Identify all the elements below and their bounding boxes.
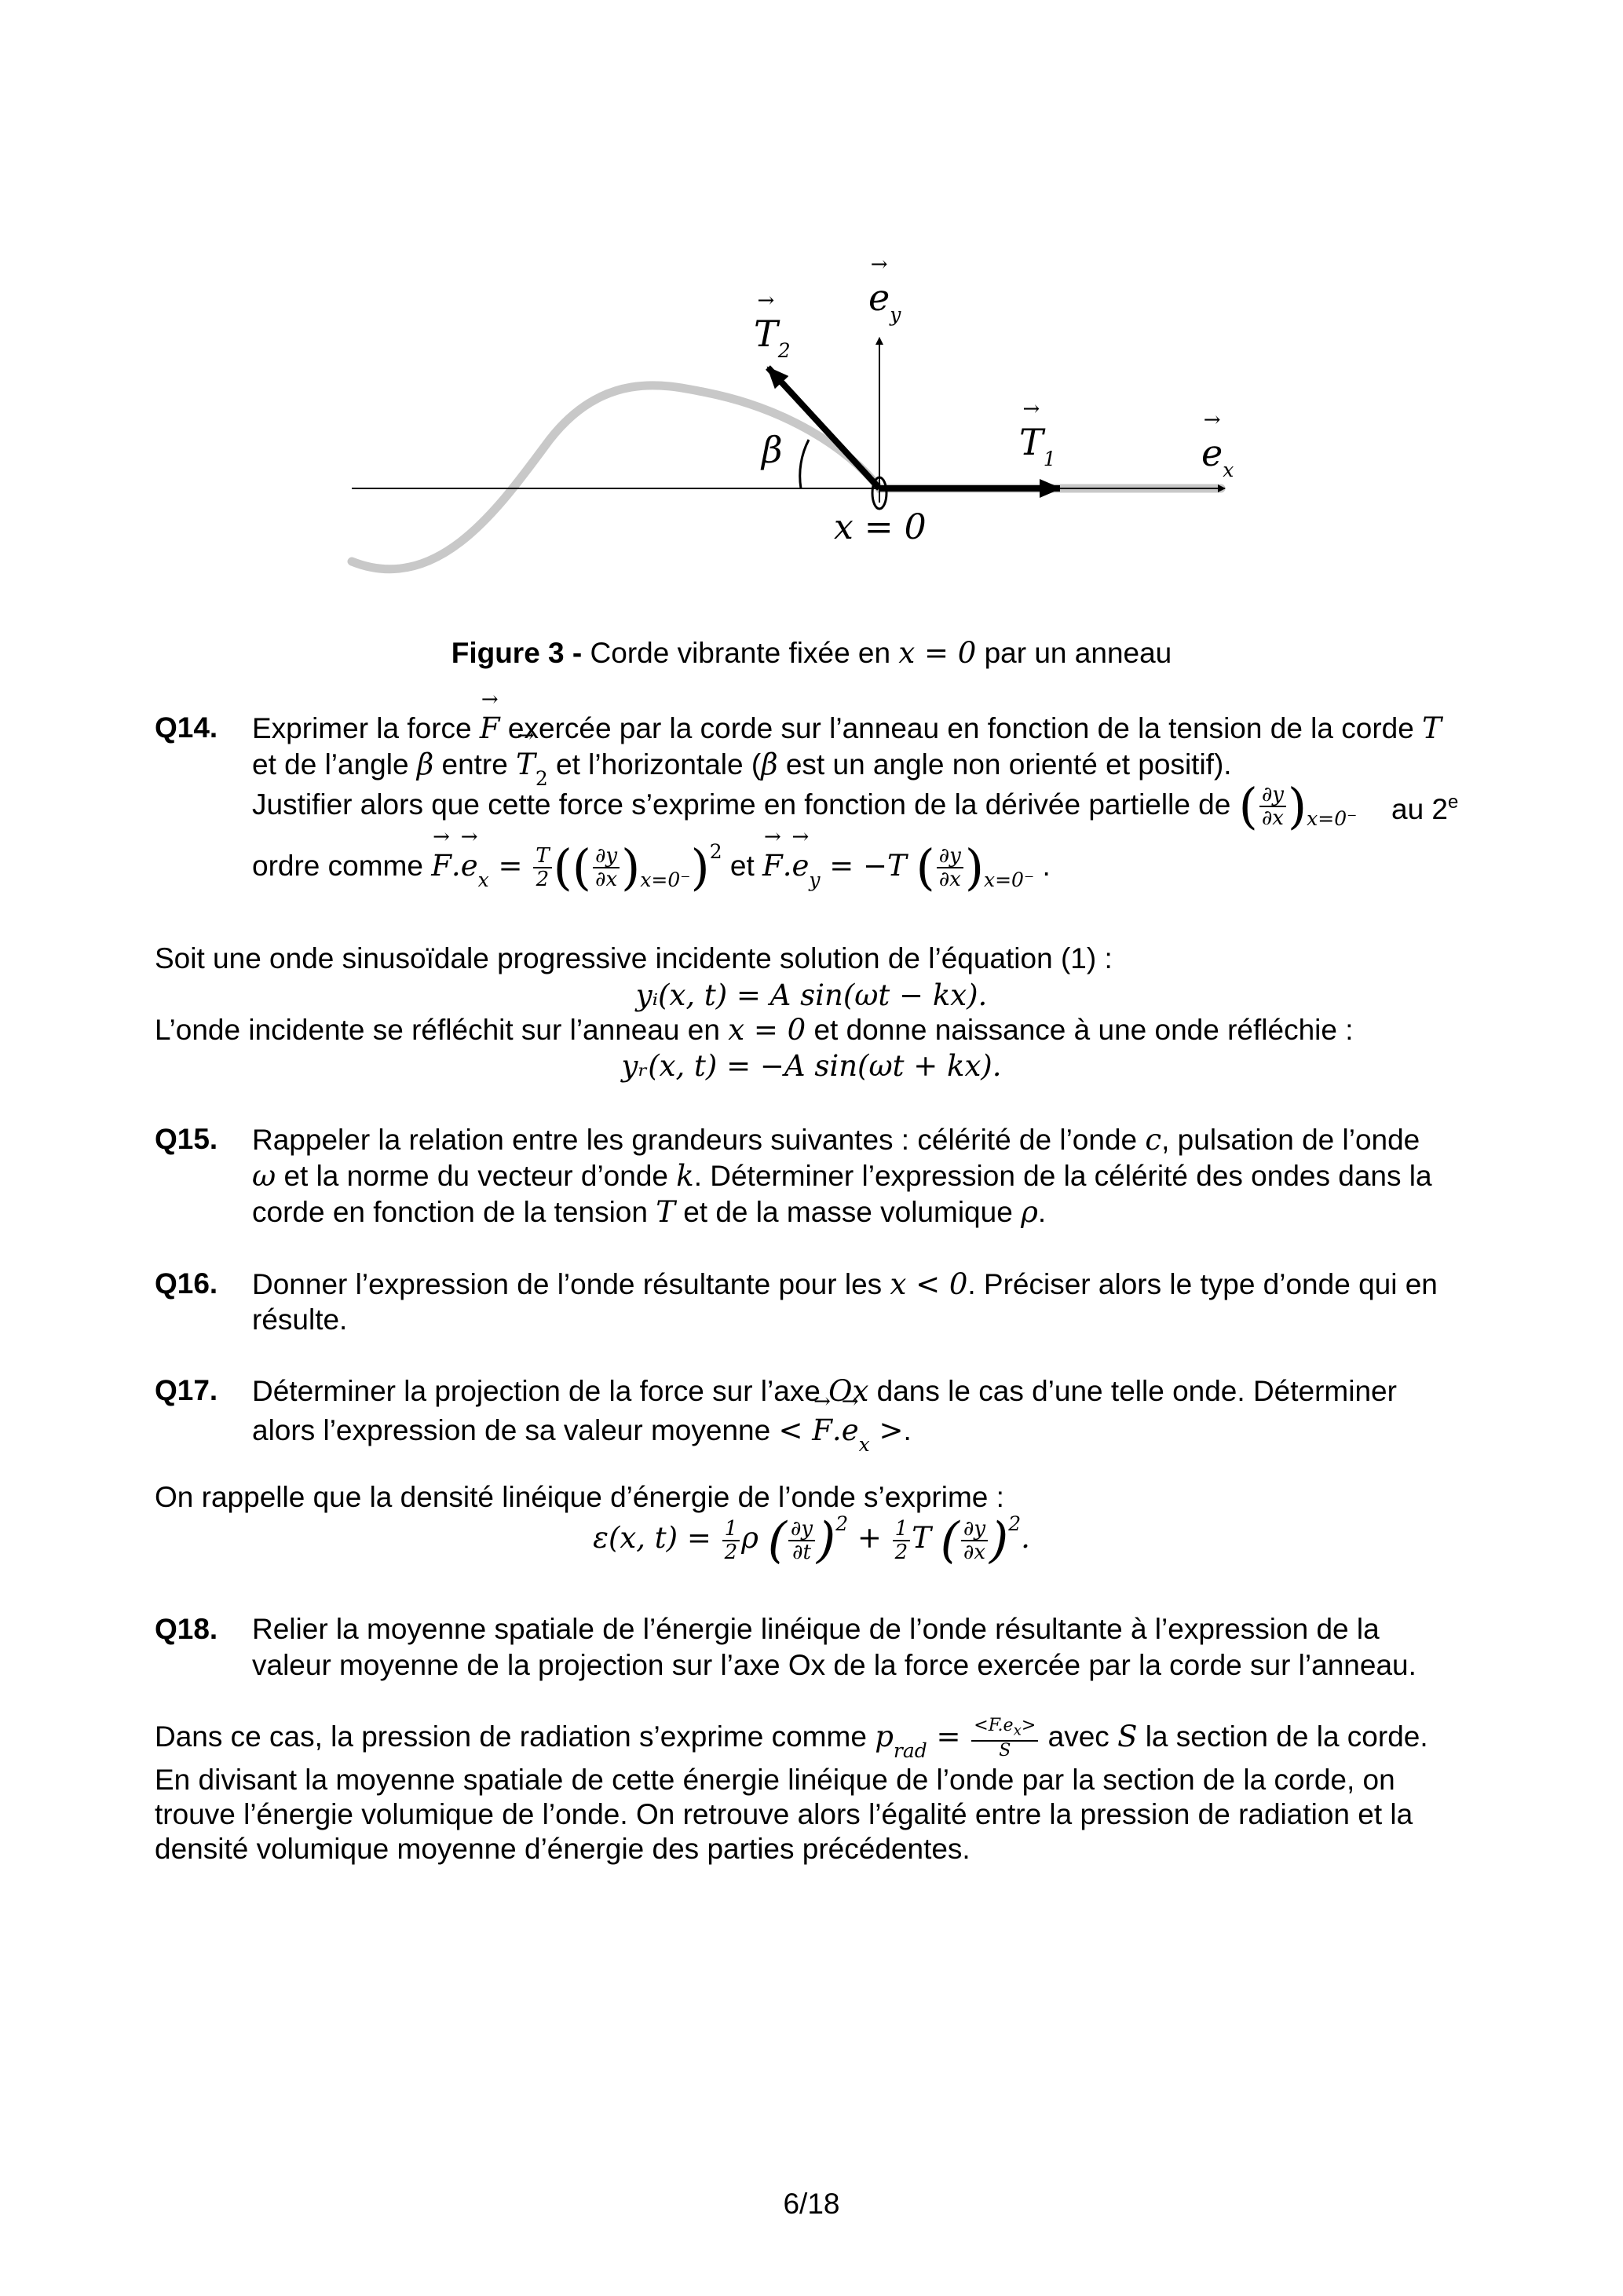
label-beta: β <box>762 429 783 471</box>
conclusion-line3: trouve l’énergie volumique de l’onde. On retrouve alors l’égalité entre la pression de radiation et la <box>155 1798 1413 1830</box>
q16-label: Q16. <box>155 1267 218 1300</box>
q14-line4: ordre comme → $F.\to e_x$ = $\frac{T}{2}$ (( $\frac{\partial y}{\partial x}$ )$_{x=0^-})^2$ et → $F.\to e_y = -T$ ( $\frac{\partial y}{\partial x}$ )$_{x=0^-}$ . <box>252 840 1051 892</box>
label-ex: → $e_x$ <box>1201 432 1234 481</box>
page-number: 6/18 <box>783 2188 840 2220</box>
q14-line3-end: au 2e <box>1391 792 1459 825</box>
q15-label: Q15. <box>155 1123 218 1155</box>
q15-line1: Rappeler la relation entre les grandeurs suivantes : célérité de l’onde c, pulsation de l’onde <box>252 1123 1420 1157</box>
q15-line3: corde en fonction de la tension T et de la masse volumique ρ. <box>252 1195 1047 1229</box>
beta-arc <box>800 440 809 488</box>
label-ey: → $e_y$ <box>868 276 901 326</box>
equation-incident: yᵢ(x, t) = A sin(ωt − kx). <box>635 978 988 1012</box>
q14-label: Q14. <box>155 711 218 744</box>
q17-line2: alors l’expression de sa valeur moyenne < → $F.\to e_x$ >. <box>252 1413 912 1456</box>
label-t1: → $T_1$ <box>1019 421 1056 470</box>
intro1-line2: L’onde incidente se réfléchit sur l’anneau en x = 0 et donne naissance à une onde réfléchie : <box>155 1013 1354 1047</box>
conclusion-line4: densité volumique moyenne d’énergie des parties précédentes. <box>155 1833 971 1865</box>
equation-reflected: yᵣ(x, t) = −A sin(ωt + kx). <box>621 1049 1002 1083</box>
intro2-line1: On rappelle que la densité linéique d’énergie de l’onde s’exprime : <box>155 1481 1004 1513</box>
q15-line2: ω et la norme du vecteur d’onde k. Déterminer l’expression de la célérité des ondes dans la <box>252 1159 1432 1193</box>
figure-caption: Figure 3 - Corde vibrante fixée en x = 0 par un anneau <box>451 636 1172 670</box>
label-x0: x = 0 <box>834 507 927 547</box>
q16-line2: résulte. <box>252 1303 348 1336</box>
equation-energy-density: ε(x, t) = $\frac{1}{2}$ ρ ( $\frac{\partial y}{\partial t}$ )$^2$ + $\frac{1}{2}$ T ( $\frac{\partial y}{\partial x}$ )$^2$. <box>593 1511 1030 1569</box>
q14-line2: et de l’angle β entre → $T_2$ et l’horizontale (β est un angle non orienté et positif). <box>252 748 1232 790</box>
label-t2: → $T_2$ <box>754 313 791 362</box>
q14-line1: Exprimer la force → F exercée par la corde sur l’anneau en fonction de la tension de la corde T <box>252 711 1477 745</box>
q17-label: Q17. <box>155 1374 218 1406</box>
conclusion-line2: En divisant la moyenne spatiale de cette énergie linéique de l’onde par la section de la corde, on <box>155 1764 1395 1796</box>
q16-line1: Donner l’expression de l’onde résultante pour les x < 0. Préciser alors le type d’onde qui en <box>252 1267 1438 1301</box>
q18-label: Q18. <box>155 1613 218 1645</box>
intro1-line1: Soit une onde sinusoïdale progressive incidente solution de l’équation (1) : <box>155 942 1113 974</box>
q18-line1: Relier la moyenne spatiale de l’énergie linéique de l’onde résultante à l’expression de la <box>252 1613 1380 1645</box>
q17-line1: Déterminer la projection de la force sur l’axe Ox dans le cas d’une telle onde. Déterminer <box>252 1374 1397 1408</box>
t2-arrow <box>768 367 879 488</box>
string-wave <box>352 386 1221 569</box>
conclusion-line1: Dans ce cas, la pression de radiation s’exprime comme $p_{rad}$ = $\frac{<F.e_x>}{S}$ avec S la section de la corde. <box>155 1716 1428 1762</box>
q18-line2: valeur moyenne de la projection sur l’axe Ox de la force exercée par la corde sur l’anneau. <box>252 1649 1416 1681</box>
q14-line3: Justifier alors que cette force s’exprime en fonction de la dérivée partielle de ( $\frac{\partial y}{\partial x}$ )$_{x=0^-}$ <box>252 777 1358 835</box>
figure-vibrating-string <box>0 0 1623 612</box>
